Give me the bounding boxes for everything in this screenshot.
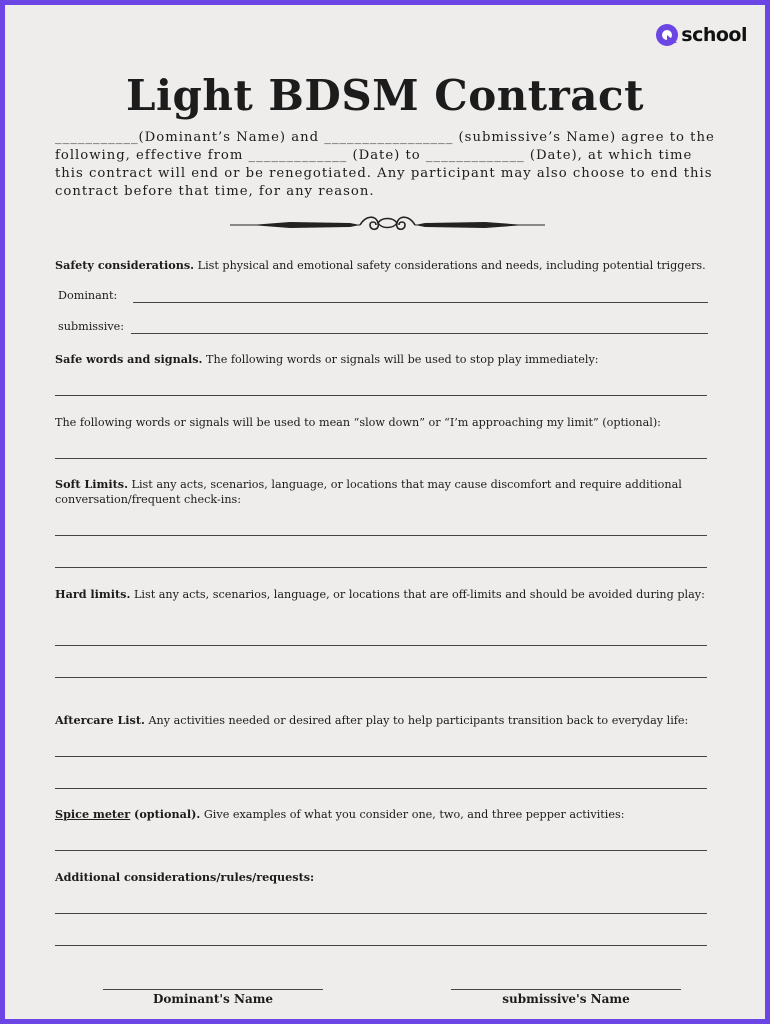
additional-label — [55, 870, 715, 885]
dominant-safety-field[interactable] — [133, 302, 708, 303]
safe-words-heading: Safe words and signals. — [55, 352, 203, 366]
dominant-signature-label: Dominant's Name — [152, 992, 274, 1006]
school-logo-icon — [655, 23, 679, 47]
hard-limits-heading: Hard limits. — [55, 587, 131, 601]
aftercare-field-2[interactable] — [55, 788, 707, 789]
page-title: Light BDSM Contract — [126, 71, 644, 120]
spice-meter-field[interactable] — [55, 850, 707, 851]
dominant-signature-field[interactable] — [103, 989, 323, 990]
hard-limits-field-2[interactable] — [55, 677, 707, 678]
submissive-signature-field[interactable] — [451, 989, 681, 990]
spice-heading: (optional). — [130, 807, 201, 821]
spice-meter-label — [55, 807, 715, 822]
flourish-divider-icon — [230, 211, 545, 239]
soft-limits-field-2[interactable] — [55, 567, 707, 568]
aftercare-field-1[interactable] — [55, 756, 707, 757]
brand-name: school — [681, 24, 747, 46]
hard-limits-text: List any acts, scenarios, language, or locations that are off-limits and should be avoided during play: — [130, 588, 705, 601]
safety-considerations-label — [55, 258, 715, 273]
submissive-safety-field[interactable] — [131, 333, 708, 334]
submissive-signature-label: submissive's Name — [502, 992, 630, 1006]
soft-limits-text: List any acts, scenarios, language, or locations that may cause discomfort and require additional conversation/frequent check-ins: — [55, 478, 682, 506]
safe-words-field[interactable] — [55, 395, 707, 396]
hard-limits-label — [55, 587, 715, 602]
intro-paragraph: ___________(Dominant’s Name) and _________________ (submissive’s Name) agree to the following, effective from _____________ (Date) to _____________ (Date), at which time this contract will end or be renegotiated. Any participant may also choose to end this contract before that time, for any reason. — [55, 130, 715, 199]
safe-words-text: The following words or signals will be used to stop play immediately: — [202, 353, 599, 366]
soft-limits-field-1[interactable] — [55, 535, 707, 536]
aftercare-heading: Aftercare List. — [55, 713, 145, 727]
aftercare-label — [55, 713, 715, 728]
additional-field-2[interactable] — [55, 945, 707, 946]
submissive-label: submissive: — [58, 320, 125, 333]
brand-logo — [655, 23, 747, 47]
soft-limits-heading: Soft Limits. — [55, 477, 128, 491]
dominant-label: Dominant: — [58, 289, 118, 302]
safe-words-label — [55, 352, 715, 367]
spice-text: Give examples of what you consider one, two, and three pepper activities: — [200, 808, 625, 821]
aftercare-text: Any activities needed or desired after play to help participants transition back to everyday life: — [144, 714, 689, 727]
soft-limits-label — [55, 477, 715, 507]
additional-field-1[interactable] — [55, 913, 707, 914]
hard-limits-field-1[interactable] — [55, 645, 707, 646]
spice-heading-underlined: Spice meter — [55, 807, 131, 821]
additional-heading: Additional considerations/rules/requests: — [55, 870, 315, 884]
safety-text: List physical and emotional safety considerations and needs, including potential triggers. — [194, 259, 706, 272]
slow-down-field[interactable] — [55, 458, 707, 459]
safety-heading: Safety considerations. — [55, 258, 195, 272]
slow-down-label: The following words or signals will be used to mean “slow down” or “I’m approaching my limit” (optional): — [55, 416, 661, 429]
